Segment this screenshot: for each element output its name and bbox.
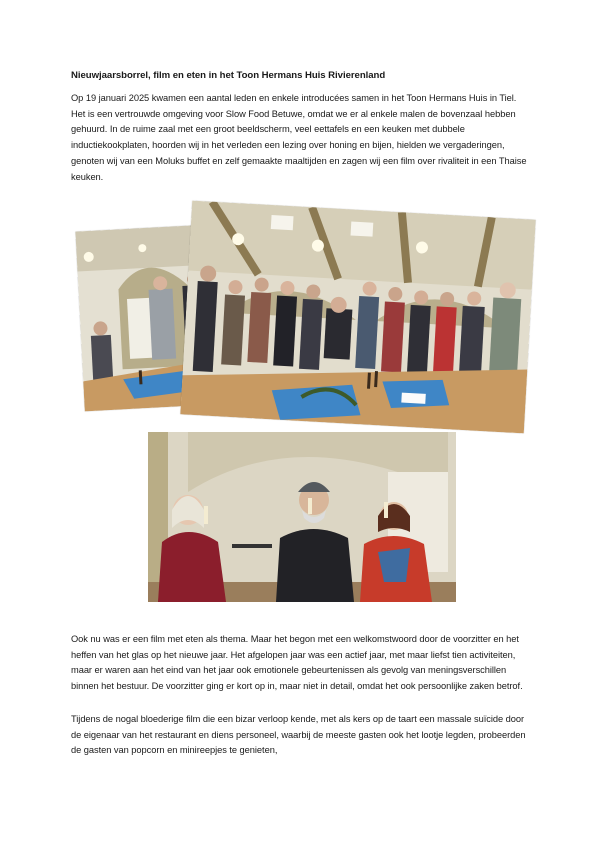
paragraph-film-continued: Tijdens de nogal bloederige film die een bizar verloop kende, met als kers op de taart een massale suïcide door de eigenaar van het restaurant en diens personeel, waarbij de meeste gasten ook het lootje legden, probeerden de gasten van popcorn en minireepjes te genieten,: [71, 714, 526, 756]
photo-group-main: [180, 201, 535, 434]
photo-group-main-image: [180, 201, 535, 434]
photo-three-toasting: [148, 432, 456, 602]
article-title: Nieuwjaarsborrel, film en eten in het Toon Hermans Huis Rivierenland: [71, 70, 386, 81]
paragraph-film: Ook nu was er een film met eten als thema. Maar het begon met een welkomstwoord door de voorzitter en het heffen van het glas op het nieuwe jaar. Het afgelopen jaar was een actief jaar, met maar liefst tien activiteiten, maar er waren aan het eind van het jaar ook emotionele gebeurtenissen als gevolg van meningsverschillen binnen het bestuur. De voorzitter ging er kort op in, maar niet in detail, omdat het ook persoonlijke zaken betrof.: [71, 634, 523, 692]
paragraph-intro: Op 19 januari 2025 kwamen een aantal leden en enkele introducées samen in het Toon Hermans Huis in Tiel. Het is een vertrouwde omgeving voor Slow Food Betuwe, omdat we er al enkele malen de bovenzaal hebben gehuurd. In de ruime zaal met een groot beeldscherm, veel eettafels en een keuken met dubbele inductiekookplaten, hoorden wij in het verleden een lezing over honing en bijen, hielden we vergaderingen, genoten wij van een Moluks buffet en zelf gemaakte maaltijden en zagen wij een film over rivaliteit in een Thaise keuken.: [71, 93, 527, 182]
photo-three-toasting-image: [148, 432, 456, 602]
